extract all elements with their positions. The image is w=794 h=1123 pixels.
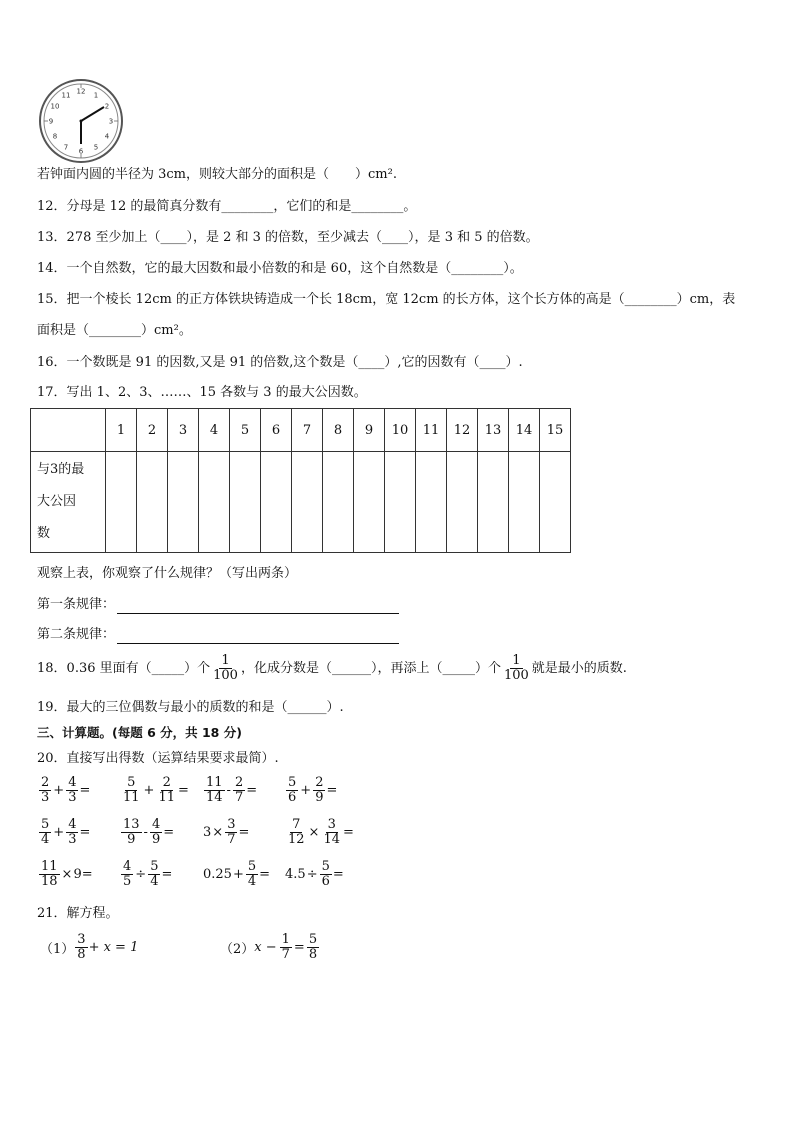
table-col-header: 2 [137,409,168,452]
table-col-header: 14 [509,409,540,452]
clock-numeral: 6 [78,147,84,156]
fraction [225,818,237,847]
row-label-line: 与3的最 [37,462,85,477]
table-col-header: 15 [540,409,571,452]
answer-cell[interactable] [447,452,478,553]
rule-1-label: 第一条规律： [37,597,116,612]
question-19: 19．最大的三位偶数与最小的质数的和是（______）. [37,700,344,715]
operator: ÷ [135,867,147,882]
frac-den: 4 [41,832,50,847]
frac-den: 11 [123,790,140,805]
table-answer-row [31,452,571,553]
frac-den: 4 [247,874,257,889]
frac-den: 4 [150,874,159,889]
equals-sign: = [343,825,354,840]
clock-numeral: 5 [93,143,99,152]
operator: × [308,825,320,840]
fraction [286,776,298,805]
gcd-table [30,408,571,553]
operator: + [232,867,244,882]
fraction [121,818,142,847]
frac-den: 11 [158,790,175,805]
frac-den: 3 [41,790,50,805]
frac-den: 100 [213,668,238,683]
question-20: 20．直接写出得数（运算结果要求最简）. [37,751,279,766]
observe-prompt: 观察上表，你观察了什么规律？（写出两条） [37,566,298,581]
eq2-label: （2） [220,942,255,957]
rule-2 [37,626,399,644]
question-18 [37,654,627,683]
equals-sign: = [79,783,91,798]
answer-cell[interactable] [199,452,230,553]
equals-sign: = [238,825,250,840]
operator: + [53,825,65,840]
equals-sign: = [259,867,271,882]
clock-numeral: 10 [50,102,60,111]
question-21: 21．解方程。 [37,906,119,921]
table-col-header: 8 [323,409,354,452]
clock-numeral: 7 [63,143,69,152]
q18-part3: 就是最小的质数. [531,660,627,676]
rule-2-blank[interactable] [117,629,399,644]
fraction [307,933,319,962]
question-12: 12．分母是 12 的最简真分数有________，它们的和是________。 [37,199,417,214]
question-15-line2: 面积是（________）cm²。 [37,323,192,338]
eq2-left: x − [254,940,277,955]
calc-item [203,818,249,847]
frac-num: 4 [68,775,77,790]
calc-item [120,776,189,805]
frac-den: 14 [323,832,340,847]
answer-cell[interactable] [354,452,385,553]
frac-num: 7 [292,817,301,832]
answer-cell[interactable] [261,452,292,553]
operator: × [212,825,224,840]
fraction [39,776,51,805]
question-17: 17．写出 1、2、3、……、15 各数与 3 的最大公因数。 [37,385,367,400]
frac-den: 3 [68,790,77,805]
operator: ÷ [306,867,318,882]
fraction [66,776,78,805]
calc-item [285,860,344,889]
equals-sign: = [178,783,189,798]
answer-cell[interactable] [137,452,168,553]
question-13: 13．278 至少加上（____），是 2 和 3 的倍数，至少减去（____），是 3 和 5 的倍数。 [37,230,539,245]
frac-num: 3 [327,817,336,832]
clock-numeral: 3 [108,117,114,126]
frac-num: 1 [221,653,230,668]
calc-item [38,818,90,847]
equals-sign: = [246,783,258,798]
operator: + [53,783,65,798]
q18-part2: ，化成分数是（______），再添上（_____）个 [240,660,501,676]
answer-cell[interactable] [230,452,261,553]
eq1-rest: + x = 1 [88,940,139,955]
table-col-header: 4 [199,409,230,452]
row-label-line: 数 [37,526,51,541]
operator: - [226,783,231,798]
answer-cell[interactable] [478,452,509,553]
question-11-text: 若钟面内圆的半径为 3cm，则较大部分的面积是（ ）cm². [37,167,397,182]
calc-item [203,776,257,805]
operand: 4.5 [285,867,306,882]
fraction [280,933,292,962]
equals-sign: = [81,867,93,882]
operand: 9 [73,867,82,882]
frac-den: 5 [123,874,132,889]
frac-num: 5 [308,932,318,947]
operand: 3 [203,825,212,840]
frac-num: 5 [288,775,297,790]
fraction [66,818,78,847]
rule-1 [37,596,399,614]
frac-num: 5 [321,859,330,874]
answer-cell[interactable] [292,452,323,553]
question-15-line1: 15．把一个棱长 12cm 的正方体铁块铸造成一个长 18cm，宽 12cm 的长方体，这个长方体的高是（________）cm，表 [37,292,736,307]
frac-den: 7 [227,832,236,847]
answer-cell[interactable] [509,452,540,553]
rule-2-label: 第二条规律： [37,627,116,642]
fraction [321,818,342,847]
frac-den: 6 [288,790,297,805]
table-col-header: 13 [478,409,509,452]
frac-num: 2 [234,775,244,790]
equals-sign: = [161,867,173,882]
answer-cell[interactable] [168,452,199,553]
table-col-header: 6 [261,409,292,452]
frac-num: 4 [68,817,77,832]
question-14: 14．一个自然数，它的最大因数和最小倍数的和是 60，这个自然数是（________）。 [37,261,523,276]
frac-num: 2 [315,775,324,790]
frac-num: 1 [512,653,521,668]
equals-sign: = [79,825,91,840]
frac-den: 8 [77,947,86,962]
table-row-label [31,452,106,553]
frac-den: 3 [68,832,77,847]
fraction [246,860,258,889]
table-col-header: 7 [292,409,323,452]
fraction [211,654,240,683]
frac-num: 4 [123,859,132,874]
fraction [39,818,51,847]
frac-den: 14 [206,790,223,805]
calc-item [120,860,172,889]
calc-item [38,776,90,805]
frac-num: 5 [247,859,257,874]
fraction [502,654,531,683]
operator: - [143,825,148,840]
answer-cell[interactable] [416,452,447,553]
answer-cell[interactable] [540,452,571,553]
answer-cell[interactable] [385,452,416,553]
fraction [233,776,245,805]
table-header-row [31,409,571,452]
frac-num: 3 [227,817,236,832]
fraction [286,818,307,847]
frac-den: 18 [41,874,58,889]
frac-num: 5 [41,817,50,832]
frac-num: 2 [162,775,171,790]
table-col-header: 10 [385,409,416,452]
table-col-header: 12 [447,409,478,452]
table-col-header: 9 [354,409,385,452]
equation-2 [220,933,320,962]
fraction [121,860,133,889]
calc-item [285,818,354,847]
frac-num: 1 [281,932,290,947]
fraction [39,860,60,889]
frac-num: 2 [41,775,50,790]
frac-den: 9 [127,832,136,847]
clock-numeral: 2 [104,102,110,111]
frac-den: 9 [151,832,161,847]
operand: 0.25 [203,867,232,882]
answer-cell[interactable] [106,452,137,553]
clock-numeral: 11 [61,91,71,100]
equals-sign: = [163,825,175,840]
calc-item [38,860,93,889]
rule-1-blank[interactable] [117,599,399,614]
equation-1 [40,933,138,962]
clock-numeral: 12 [76,87,86,96]
clock-numeral: 4 [104,132,110,141]
frac-den: 9 [315,790,324,805]
calc-item [120,818,174,847]
table-col-header: 11 [416,409,447,452]
fraction [320,860,332,889]
calc-item [285,776,337,805]
fraction [148,860,160,889]
frac-num: 3 [77,932,86,947]
table-col-header: 3 [168,409,199,452]
section-3-title: 三、计算题。(每题 6 分，共 18 分) [37,725,242,740]
frac-den: 12 [288,832,305,847]
table-col-header: 1 [106,409,137,452]
operator: + [143,783,155,798]
fraction [150,818,162,847]
fraction [204,776,225,805]
fraction [75,933,87,962]
frac-den: 7 [234,790,244,805]
frac-num: 5 [150,859,159,874]
fraction [156,776,177,805]
eq1-label: （1） [40,942,75,957]
clock-numeral: 9 [48,117,54,126]
q18-part1: 18．0.36 里面有（_____）个 [37,660,211,676]
operator: × [61,867,73,882]
frac-den: 100 [503,668,529,683]
frac-num: 11 [206,775,223,790]
eq2-equals: = [293,940,305,955]
frac-num: 13 [123,817,140,832]
answer-cell[interactable] [323,452,354,553]
fraction [313,776,325,805]
clock-numeral: 8 [52,132,58,141]
frac-den: 8 [308,947,318,962]
clock-numeral: 1 [93,91,99,100]
calc-item [203,860,270,889]
frac-num: 11 [41,859,58,874]
operator: + [300,783,312,798]
frac-den: 6 [321,874,330,889]
row-label-line: 大公因 [37,494,77,509]
table-corner-cell [31,409,106,452]
clock-figure [38,78,124,164]
table-col-header: 5 [230,409,261,452]
question-16: 16．一个数既是 91 的因数,又是 91 的倍数,这个数是（____）,它的因数有（____）. [37,355,523,370]
equals-sign: = [326,783,338,798]
fraction [121,776,142,805]
frac-num: 5 [127,775,136,790]
frac-den: 7 [281,947,290,962]
frac-num: 4 [151,817,161,832]
equals-sign: = [332,867,344,882]
